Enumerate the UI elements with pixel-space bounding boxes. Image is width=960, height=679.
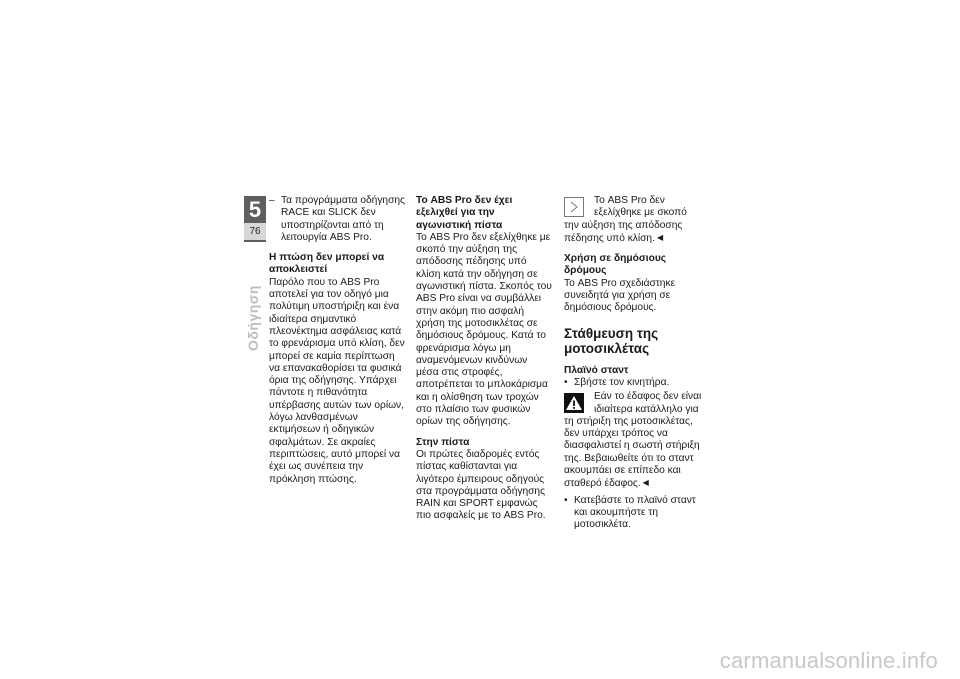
watermark: carmanualsonline.info: [719, 648, 938, 673]
note-block: [564, 195, 704, 245]
note-icon: [564, 197, 584, 217]
end-mark-icon: ◀: [642, 478, 649, 488]
paragraph-fall: Παρόλο που το ABS Pro αποτελεί για τον οδηγό μια πολύτιμη υποστήριξη και ένα ιδιαίτερα σημαντικό πλεονέκτημα ασφάλειας κατά το φρενάρισμα υπό κλίση, δεν μπορεί σε καμία περίπτωση να επανακαθορίσει τα φυσικά όρια της οδήγησης. Υπάρχει πάντοτε η πιθανότητα υπέρβασης αυτών των ορίων, λόγω λανθασμένων εκτιμήσεων ή οδηγικών σφαλμάτων. Σε ακραίες περιπτώσεις, αυτό μπορεί να έχει ως συνέπεια την πρόκληση πτώσης.: [269, 276, 405, 485]
column-2: [416, 195, 552, 523]
section-title-vertical: Οδήγηση: [245, 285, 261, 351]
heading-on-track: Στην πίστα: [416, 436, 470, 448]
note-text: Το ABS Pro δεν εξελίχθηκε με σκοπό την αύξηση της απόδοσης πέδησης υπό κλίση.: [564, 195, 687, 244]
column-3: [564, 195, 704, 532]
bullet-text-2: Κατεβάστε το πλαϊνό σταντ και ακουμπήστε τη μοτοσικλέτα.: [574, 494, 696, 531]
paragraph-public-roads: Το ABS Pro σχεδιάστηκε συνειδητά για χρήση σε δημόσιους δρόμους.: [564, 277, 676, 314]
heading-side-stand: Πλαϊνό σταντ: [564, 364, 629, 376]
dash-item-text: Τα προγράμματα οδήγησης RACE και SLICK δεν υποστηρίζονται από τη λειτουργία ABS Pro.: [281, 195, 405, 243]
warning-block: [564, 391, 704, 490]
bullet-item: [564, 377, 704, 389]
paragraph-not-for-track: Το ABS Pro δεν εξελίχθηκε με σκοπό την αύξηση της απόδοσης πέδησης υπό κλίση κατά την οδήγηση σε αγωνιστική πίστα. Σκοπός του ABS Pro είναι να συμβάλλει στην ακόμη πιο ασφαλή χρήση της μοτοσικλέτας σε δημόσιους δρόμους. Κατά το φρενάρισμα λόγω μη αναμενόμενων κινδύνων μέσα στις στροφές, αποτρέπεται το μπλοκάρισμα και η ολίσθηση των τροχών στο πλαίσιο των φυσικών ορίων της οδήγησης.: [416, 231, 552, 428]
dash-marker: –: [269, 195, 275, 206]
heading-public-roads: Χρήση σε δημόσιους δρόμους: [564, 253, 667, 277]
end-mark-icon: ◀: [656, 232, 664, 242]
page-number: 76: [244, 223, 266, 240]
bullet-marker: •: [564, 494, 568, 506]
dash-list-item: [269, 195, 405, 244]
bullet-marker: •: [564, 376, 568, 388]
warning-text: Εάν το έδαφος δεν είναι ιδιαίτερα κατάλληλο για τη στήριξη της μοτοσικλέτας, δεν υπάρχει τρόπος να διασφαλιστεί η σωστή στήριξη της. Βεβαιωθείτε ότι το σταντ ακουμπάει σε επίπεδο και σταθερό έδαφος.: [564, 391, 702, 490]
column-1: [269, 195, 405, 486]
heading-fall: Η πτώση δεν μπορεί να αποκλειστεί: [269, 252, 385, 276]
chapter-tab: [244, 196, 266, 242]
bullet-text-1: Σβήστε τον κινητήρα.: [574, 376, 670, 388]
heading-not-for-track: Το ABS Pro δεν έχει εξελιχθεί για την αγωνιστική πίστα: [416, 195, 513, 231]
paragraph-on-track: Οι πρώτες διαδρομές εντός πίστας καθίστανται για λιγότερο έμπειρους οδηγούς στα προγράμματα οδήγησης RAIN και SPORT εμφανώς πιο ασφαλείς με το ABS Pro.: [416, 448, 546, 522]
warning-icon: [564, 393, 584, 413]
chapter-number: 5: [248, 197, 262, 222]
bullet-item: [564, 495, 704, 532]
heading-parking: Στάθμευση της μοτοσικλέτας: [564, 325, 659, 357]
